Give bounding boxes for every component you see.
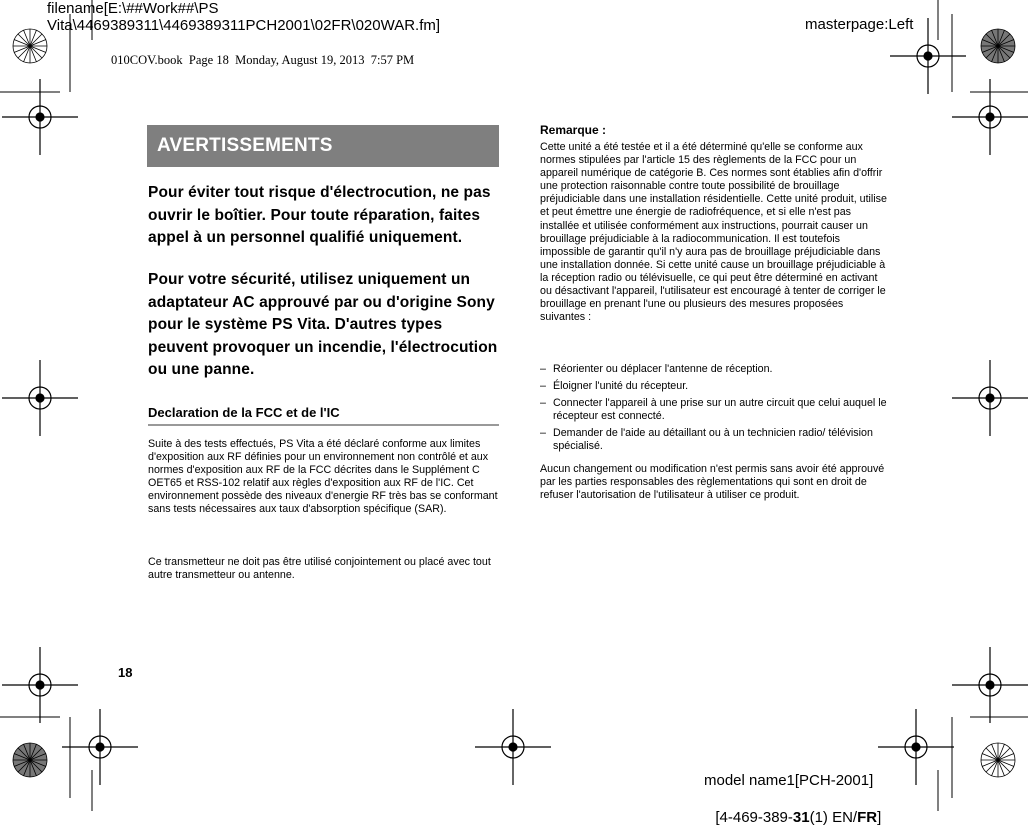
warnings-banner: AVERTISSEMENTS [147, 125, 499, 167]
filename-line-2: Vita\4469389311\4469389311PCH2001\02FR\020WAR.fm] [47, 17, 441, 34]
warning-electrocution: Pour éviter tout risque d'électrocution, ne pas ouvrir le boîtier. Pour toute réparation, faites appel à un personnel qualifié uniquement. [148, 184, 491, 246]
remark-text: Cette unité a été testée et il a été déterminé qu'elle se conforme aux normes stipulées par l'article 15 des règlements de la FCC pour un appareil numérique de catégorie B. Ces normes sont établies afin d'offrir une protection raisonnable contre toute possibilité de brouillage préjudiciable dans une installation résidentielle. Cette unité produit, utilise et peut émettre une énergie de radiofréquence, et si elle n'est pas installée et utilisée conformément aux instructions, pourrait causer un brouillage préjudiciable à la radiocommunication. Il est toutefois impossible de garantir qu'il n'y aura pas de brouillage préjudiciable dans une installation donnée. Si cette unité cause un brouillage préjudiciable à la réception radio ou télévisuelle, ce qui peut être déterminé en activant ou désactivant l'appareil, l'utilisateur est encouragé à tenter de corriger le brouillage en prenant l'une ou plusieurs des mesures proposées suivantes : [540, 141, 887, 324]
list-item: – Éloigner l'unité du récepteur. [540, 380, 689, 393]
filename-line-1: filename[E:\##Work##\PS [47, 0, 219, 17]
list-item: – Connecter l'appareil à une prise sur un autre circuit que celui auquel le récepteur est connecté. [540, 397, 887, 423]
fcc-text-transmitter: Ce transmetteur ne doit pas être utilisé conjointement ou placé avec tout autre transmetteur ou antenne. [148, 556, 491, 582]
model-name: model name1[PCH-2001] [704, 772, 874, 789]
remark-bullet-list [540, 363, 891, 458]
list-item: – Réorienter ou déplacer l'antenne de réception. [540, 363, 773, 375]
book-info: 010COV.book Page 18 Monday, August 19, 2013 7:57 PM [111, 53, 415, 67]
closing-text: Aucun changement ou modification n'est permis sans avoir été approuvé par les parties responsables des règlementations qui sont en droit de refuser l'autorisation de l'utilisateur à utiliser ce produit. [540, 463, 885, 502]
masterpage-label: masterpage:Left [805, 16, 914, 33]
fcc-heading: Declaration de la FCC et de l'IC [148, 405, 499, 426]
fcc-text-exposure: Suite à des tests effectués, PS Vita a été déclaré conforme aux limites d'exposition aux RF définies pour un environnement non contrôlé et aux normes d'exposition aux RF de la FCC décrites dans le Supplément C OET65 et RSS-102 relatif aux règles d'exposition aux RF de l'IC. Cet environnement possède des niveaux d'energie RF très bas se conformant sans tests nécessaires aux taux d'absorption spécifique (SAR). [148, 438, 498, 516]
part-code: [4-469-389-31(1) EN/FR] [715, 809, 882, 826]
list-item: – Demander de l'aide au détaillant ou à un technicien radio/ télévision spécialisé. [540, 427, 873, 453]
filename-label [47, 0, 567, 34]
page-number: 18 [118, 665, 133, 680]
remark-heading: Remarque : [540, 123, 607, 137]
warning-adapter: Pour votre sécurité, utilisez uniquement un adaptateur AC approuvé par ou d'origine Sony pour le système PS Vita. D'autres types peuvent provoquer un incendie, l'électrocution ou une panne. [148, 271, 498, 378]
